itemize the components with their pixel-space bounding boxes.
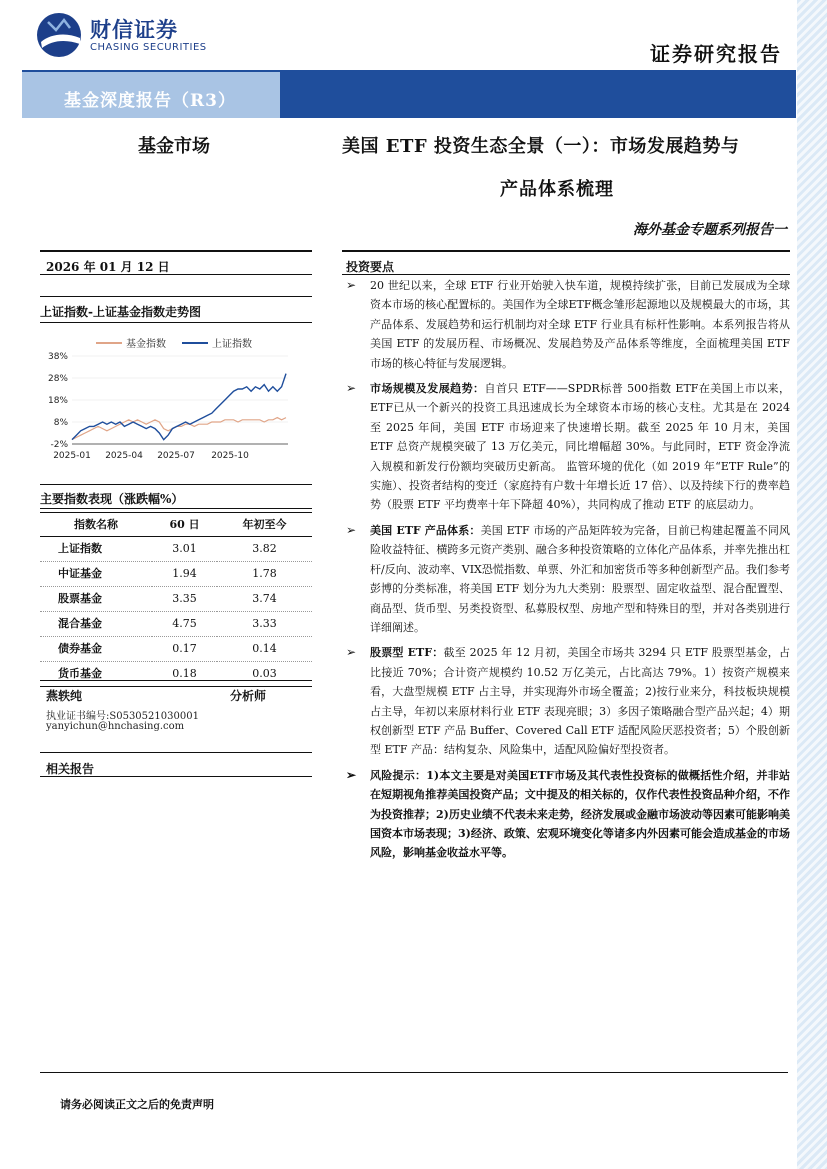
index-name: 债券基金 <box>40 637 152 662</box>
x-tick-label: 2025-01 <box>53 451 91 461</box>
return-60d: 1.94 <box>152 562 217 587</box>
y-tick-label: 28% <box>47 374 68 384</box>
return-60d: 0.18 <box>152 662 217 687</box>
key-points-heading: 投资要点 <box>346 260 395 274</box>
banner-title: 基金深度报告（R3） <box>64 91 236 111</box>
index-name: 混合基金 <box>40 612 152 637</box>
divider <box>40 322 312 323</box>
return-ytd: 3.82 <box>217 537 312 562</box>
brand-name-cn: 财信证券 <box>90 18 178 42</box>
key-points-list <box>342 276 790 869</box>
key-point-item <box>342 766 790 863</box>
table-header-row <box>40 513 312 537</box>
return-ytd: 3.74 <box>217 587 312 612</box>
decorative-side-stripe <box>797 0 827 1169</box>
key-point-lead: 市场规模及发展趋势： <box>370 382 485 396</box>
return-ytd: 3.33 <box>217 612 312 637</box>
company-logo-icon <box>36 12 82 58</box>
series-line-fund-index <box>72 418 286 440</box>
analyst-name: 燕轶纯 <box>46 689 83 703</box>
report-title-line1: 美国 ETF 投资生态全景（一）：市场发展趋势与 <box>342 136 740 157</box>
divider <box>342 250 790 252</box>
chart-section-title: 上证指数-上证基金指数走势图 <box>40 305 201 319</box>
arrow-bullet-icon: ➢ <box>346 381 357 396</box>
brand-name-en: CHASING SECURITIES <box>90 42 207 53</box>
report-type-label: 证券研究报告 <box>650 42 782 66</box>
report-date: 2026 年 01 月 12 日 <box>46 260 170 274</box>
table-row <box>40 662 312 687</box>
y-tick-label: 18% <box>47 396 68 406</box>
disclaimer-note: 请务必阅读正文之后的免责声明 <box>60 1098 214 1111</box>
return-ytd: 1.78 <box>217 562 312 587</box>
series-subtitle: 海外基金专题系列报告一 <box>633 222 787 238</box>
index-name: 股票基金 <box>40 587 152 612</box>
related-reports-title: 相关报告 <box>46 762 95 776</box>
divider <box>40 296 312 297</box>
x-tick-label: 2025-04 <box>105 451 143 461</box>
column-header: 指数名称 <box>40 513 152 537</box>
key-point-item <box>342 276 790 373</box>
return-60d: 4.75 <box>152 612 217 637</box>
return-60d: 3.01 <box>152 537 217 562</box>
table-row <box>40 612 312 637</box>
key-point-lead: 股票型 ETF： <box>370 646 444 660</box>
divider <box>40 752 312 753</box>
table-row <box>40 562 312 587</box>
index-name: 中证基金 <box>40 562 152 587</box>
arrow-bullet-icon: ➢ <box>346 522 357 537</box>
certificate-number: 执业证书编号:S0530521030001 <box>46 711 199 722</box>
column-header: 年初至今 <box>217 513 312 537</box>
index-trend-chart <box>40 330 298 468</box>
index-name: 上证指数 <box>40 537 152 562</box>
y-tick-label: 8% <box>53 418 68 428</box>
key-point-lead: 美国 ETF 产品体系： <box>370 523 481 537</box>
table-row <box>40 537 312 562</box>
legend-label: 上证指数 <box>212 339 252 350</box>
arrow-bullet-icon: ➢ <box>346 767 357 782</box>
key-point-item <box>342 379 790 515</box>
index-performance-table <box>40 512 312 687</box>
x-tick-label: 2025-10 <box>211 451 249 461</box>
divider <box>342 274 790 275</box>
banner-right-block <box>280 72 796 118</box>
key-point-text: 美国 ETF 市场的产品矩阵较为完备，目前已构建起覆盖不同风险收益特征、横跨多元资产类别、融合多种投资策略的立体化产品体系，并率先推出杠杆/反向、波动率、VIX恐慌指数、单票、外汇和加密货币等多种创新型产品。我们参考彭博的分类标准，将美国 ETF 划分为九大类别：股票型、固定收益型、混合配置型、商品型、货币型、另类投资型、私募股权型、房地产型和特殊目的型，并对各类别进行详细阐述。 <box>370 523 790 634</box>
key-point-lead: 风险提示： <box>370 768 427 782</box>
table-section-title: 主要指数表现（涨跌幅%） <box>40 492 184 506</box>
return-60d: 3.35 <box>152 587 217 612</box>
analyst-email[interactable]: yanyichun@hnchasing.com <box>46 721 185 732</box>
divider <box>40 250 312 252</box>
footer-divider <box>40 1072 788 1073</box>
divider <box>40 508 312 509</box>
y-tick-label: -2% <box>50 440 68 450</box>
key-point-text: 自首只 ETF——SPDR标普 500指数 ETF在美国上市以来，ETF已从一个新兴的投资工具迅速成长为全球资本市场的核心支柱。尤其是在 2024 至 2025 年间，美国 ETF 市场迎来了快速增长期。截至 2025 年 10 月末，美国 ETF 总资产规模突破了 13 万亿美元，同比增幅超 30%。与此同时，ETF 资金净流入规模和新发行份额均突破历史新高。 监管环境的优化（如 2019 年“ETF Rule”的实施）、投资者结构的变迁（家庭持有户数十年增长近 17 倍）、以及持续下行的费率趋势（股票 ETF 平均费率十年下降超 40%），共同构成了推动 ETF 的底层动力。 <box>370 382 791 512</box>
arrow-bullet-icon: ➢ <box>346 278 357 292</box>
table-row <box>40 587 312 612</box>
table-row <box>40 637 312 662</box>
arrow-bullet-icon: ➢ <box>346 645 357 660</box>
return-ytd: 0.03 <box>217 662 312 687</box>
key-point-text: 截至 2025 年 12 月初，美国全市场共 3294 只 ETF 股票型基金，占比接近 70%；合计资产规模约 10.52 万亿美元，占比高达 79%。1）按资产规模来看，大盘型规模 ETF 占主导，并实现海外市场全覆盖；2)按行业来分，科技板块规模占主导，年初以来原材料行业 ETF 表现亮眼；3）多因子策略融合型产品兴起；4）期权创新型 ETF 产品 Buffer、Covered Call ETF 适配风险厌恶投资者；5）个股创新型 ETF 产品：结构复杂、风险集中，适配风险偏好型投资者。 <box>370 646 790 757</box>
key-point-text: 1)本文主要是对美国ETF市场及其代表性投资标的做概括性介绍，并非站在短期视角推荐美国投资产品；文中提及的相关标的，仅作代表性投资品种介绍，不作为投资推荐；2)历史业绩不代表未来走势，经济发展或金融市场波动等因素可能影响美国资本市场表现；3)经济、政策、宏观环境变化等诸多内外因素可能会造成基金的市场风险，影响基金收益水平等。 <box>370 768 790 860</box>
legend-label: 基金指数 <box>126 339 166 350</box>
key-point-item <box>342 643 790 759</box>
column-header: 60 日 <box>152 513 217 537</box>
report-title-line2: 产品体系梳理 <box>500 179 614 200</box>
analyst-title: 分析师 <box>230 689 267 703</box>
key-point-item <box>342 521 790 637</box>
y-tick-label: 38% <box>47 352 68 362</box>
market-category: 基金市场 <box>138 136 210 157</box>
key-point-text: 20 世纪以来，全球 ETF 行业开始驶入快车道，规模持续扩张，目前已发展成为全球资本市场的核心配置标的。美国作为全球ETF概念雏形起源地以及规模最大的市场，其产品体系、发展趋势和运行机制均对全球 ETF 行业具有标杆性影响。本系列报告将从美国 ETF 的发展历程、市场概况、发展趋势及产品体系等维度，全面梳理美国 ETF 市场的核心特征与发展逻辑。 <box>370 279 790 370</box>
return-ytd: 0.14 <box>217 637 312 662</box>
index-name: 货币基金 <box>40 662 152 687</box>
return-60d: 0.17 <box>152 637 217 662</box>
divider <box>40 484 312 485</box>
x-tick-label: 2025-07 <box>157 451 195 461</box>
